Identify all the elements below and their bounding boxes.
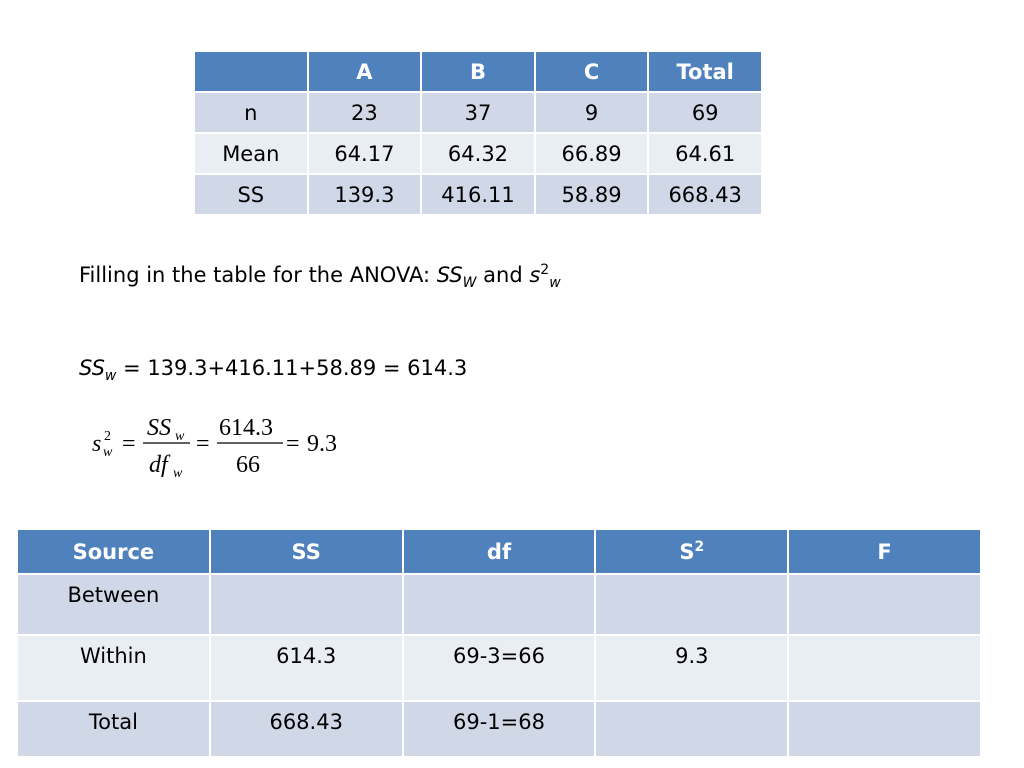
anova-cell: Within bbox=[17, 635, 210, 701]
anova-header-ss: SS bbox=[210, 529, 403, 574]
summary-cell: 23 bbox=[308, 92, 422, 133]
formula-equals-1: = bbox=[122, 431, 136, 457]
summary-header-b: B bbox=[421, 51, 535, 92]
anova-cell bbox=[788, 635, 981, 701]
anova-header-row bbox=[17, 529, 981, 574]
ssw-symbol: SS bbox=[79, 356, 105, 380]
variance-formula bbox=[86, 406, 356, 486]
anova-row-between bbox=[17, 574, 981, 635]
s2-label: S bbox=[679, 540, 695, 564]
summary-row-n bbox=[194, 92, 762, 133]
formula-result: 9.3 bbox=[307, 431, 337, 457]
formula-s-sub: w bbox=[103, 445, 113, 460]
and-text: and bbox=[476, 263, 530, 287]
summary-cell: SS bbox=[194, 174, 308, 215]
anova-intro-text bbox=[79, 262, 561, 291]
anova-cell bbox=[595, 701, 788, 757]
s-subscript: w bbox=[549, 275, 561, 292]
ssw-subscript: w bbox=[104, 368, 117, 385]
summary-header-row bbox=[194, 51, 762, 92]
anova-cell bbox=[788, 574, 981, 635]
s-superscript: 2 bbox=[540, 262, 550, 278]
summary-row-mean bbox=[194, 133, 762, 174]
anova-cell: Total bbox=[17, 701, 210, 757]
formula-s: s bbox=[92, 431, 102, 457]
summary-cell: 69 bbox=[648, 92, 762, 133]
summary-cell: Mean bbox=[194, 133, 308, 174]
formula-s-sup: 2 bbox=[104, 429, 111, 444]
anova-header-s2 bbox=[595, 529, 788, 574]
anova-header-f: F bbox=[788, 529, 981, 574]
anova-row-within bbox=[17, 635, 981, 701]
summary-cell: 668.43 bbox=[648, 174, 762, 215]
ss-symbol: SS bbox=[436, 263, 463, 287]
anova-cell: 69-1=68 bbox=[403, 701, 596, 757]
summary-cell: 64.32 bbox=[421, 133, 535, 174]
s-symbol: s bbox=[529, 263, 541, 287]
formula-den-value: 66 bbox=[236, 452, 260, 478]
summary-header-c: C bbox=[535, 51, 649, 92]
anova-cell bbox=[210, 574, 403, 635]
anova-cell: Between bbox=[17, 574, 210, 635]
s2-superscript: 2 bbox=[694, 539, 705, 555]
anova-cell: 614.3 bbox=[210, 635, 403, 701]
anova-row-total bbox=[17, 701, 981, 757]
anova-cell bbox=[403, 574, 596, 635]
summary-cell: 37 bbox=[421, 92, 535, 133]
summary-cell: 64.17 bbox=[308, 133, 422, 174]
formula-equals-2: = bbox=[196, 431, 210, 457]
anova-cell bbox=[595, 574, 788, 635]
summary-header-total: Total bbox=[648, 51, 762, 92]
summary-header-blank bbox=[194, 51, 308, 92]
group-summary-table bbox=[193, 50, 763, 216]
anova-cell: 69-3=66 bbox=[403, 635, 596, 701]
anova-header-source: Source bbox=[17, 529, 210, 574]
anova-cell: 668.43 bbox=[210, 701, 403, 757]
summary-cell: 58.89 bbox=[535, 174, 649, 215]
anova-header-df: df bbox=[403, 529, 596, 574]
summary-cell: 64.61 bbox=[648, 133, 762, 174]
summary-row-ss bbox=[194, 174, 762, 215]
formula-num-ss: SS bbox=[147, 415, 171, 441]
formula-num-sub: w bbox=[175, 429, 185, 444]
formula-den-df: df bbox=[149, 452, 168, 478]
formula-equals-3: = bbox=[286, 431, 300, 457]
formula-num-value: 614.3 bbox=[219, 415, 273, 441]
anova-cell: 9.3 bbox=[595, 635, 788, 701]
ssw-equation bbox=[79, 356, 467, 384]
summary-header-a: A bbox=[308, 51, 422, 92]
summary-cell: 416.11 bbox=[421, 174, 535, 215]
summary-cell: 9 bbox=[535, 92, 649, 133]
ssw-sum: = 139.3+416.11+58.89 = 614.3 bbox=[116, 356, 468, 380]
formula-den-sub: w bbox=[173, 466, 183, 481]
anova-cell bbox=[788, 701, 981, 757]
summary-cell: 66.89 bbox=[535, 133, 649, 174]
ss-subscript: W bbox=[462, 275, 477, 292]
intro-text: Filling in the table for the ANOVA: bbox=[79, 263, 437, 287]
summary-cell: 139.3 bbox=[308, 174, 422, 215]
summary-cell: n bbox=[194, 92, 308, 133]
anova-table bbox=[16, 528, 982, 758]
